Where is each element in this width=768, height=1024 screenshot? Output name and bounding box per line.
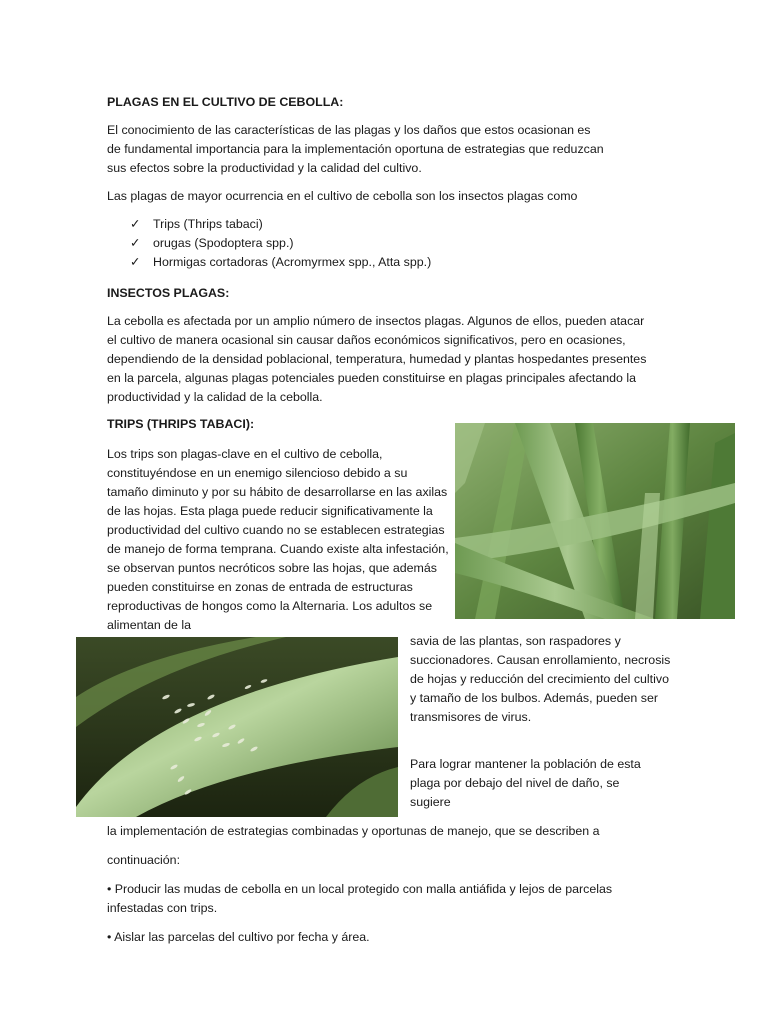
list-item: ✓ orugas (Spodoptera spp.): [130, 234, 550, 253]
control-paragraph-part2: la implementación de estrategias combinadas y oportunas de manejo, que se describen a: [107, 824, 600, 838]
pest-list: [130, 215, 550, 272]
trips-paragraph-part2: savia de las plantas, son raspadores y succionadores. Causan enrollamiento, necrosis de hojas y reducción del crecimiento del cultivo y tamaño de los bulbos. Además, pueden ser transmisores de virus.: [410, 634, 671, 724]
checkmark-icon: ✓: [130, 236, 141, 250]
list-item: ✓ Hormigas cortadoras (Acromyrmex spp., Atta spp.): [130, 253, 550, 272]
trips-heading: TRIPS (THRIPS TABACI):: [107, 417, 255, 431]
trips-paragraph-part1: Los trips son plagas-clave en el cultivo de cebolla, constituyéndose en un enemigo silencioso debido a su tamaño diminuto y por su hábito de desarrollarse en las axilas de las hojas. Esta plaga puede reducir significativamente la productividad del cultivo cuando no se establecen estrategias de manejo de forma temprana. Cuando existe alta infestación, se observan puntos necróticos sobre las hojas, que además pueden constituirse en zonas de entrada de estructuras reproductivas de hongos como la Alternaria. Los adultos se alimentan de la: [107, 447, 449, 632]
bullet-item-1: • Producir las mudas de cebolla en un local protegido con malla antiáfida y lejos de parcelas infestadas con trips.: [107, 882, 613, 915]
control-paragraph-part3: continuación:: [107, 853, 181, 867]
intro-paragraph: El conocimiento de las características de las plagas y los daños que estos ocasionan es de fundamental importancia para la implementación oportuna de estrategias que reduzcan sus efectos sobre la productividad y la calidad del cultivo.: [107, 123, 604, 175]
insects-heading: INSECTOS PLAGAS:: [107, 286, 230, 300]
checkmark-icon: ✓: [130, 255, 141, 269]
thrips-closeup-photo: [76, 637, 398, 817]
occurrence-paragraph: Las plagas de mayor ocurrencia en el cultivo de cebolla son los insectos plagas como: [107, 189, 578, 203]
doc-title: PLAGAS EN EL CULTIVO DE CEBOLLA:: [107, 95, 344, 109]
insects-paragraph: La cebolla es afectada por un amplio número de insectos plagas. Algunos de ellos, pueden atacar el cultivo de manera ocasional sin causar daños económicos significativos, pero en ocasiones, dependiendo de la densidad poblacional, temperatura, humedad y plantas hospedantes presentes en la parcela, algunas plagas potenciales pueden constituirse en plagas principales afectando la productividad y la calidad de la cebolla.: [107, 314, 647, 404]
control-paragraph-part1: Para lograr mantener la población de esta plaga por debajo del nivel de daño, se sugiere: [410, 757, 641, 809]
bullet-item-2: • Aislar las parcelas del cultivo por fecha y área.: [107, 930, 370, 944]
onion-leaves-photo: [455, 423, 735, 619]
list-item: ✓ Trips (Thrips tabaci): [130, 215, 550, 234]
checkmark-icon: ✓: [130, 217, 141, 231]
